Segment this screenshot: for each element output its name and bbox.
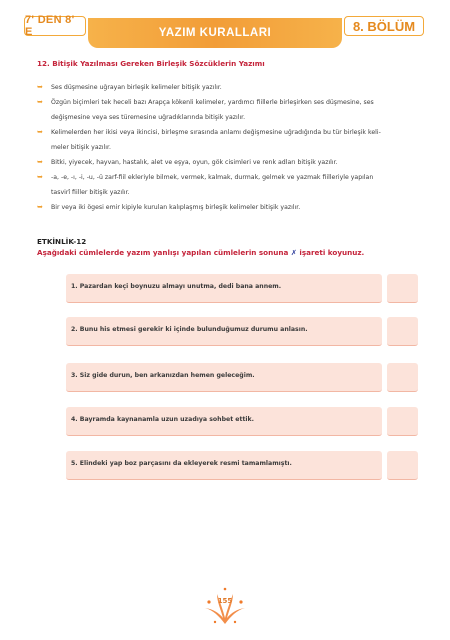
section-title: 12. Bitişik Yazılması Gereken Birleşik Sözcüklerin Yazımı: [37, 59, 265, 68]
rule-item: [37, 155, 417, 170]
sentence-box: [66, 274, 382, 303]
splash-decoration-icon: [195, 580, 255, 630]
arrow-bullet-icon: ➥: [37, 173, 43, 181]
chapter-badge: [344, 16, 424, 36]
grade-range-label: 7' DEN 8' E: [25, 14, 75, 38]
sentence-text: 2. Bunu his etmesi gerekir ki içinde bulunduğumuz durumu anlasın.: [71, 326, 308, 333]
sentence-text: 5. Elindeki yap boz parçasını da ekleyerek resmi tamamlamıştı.: [71, 460, 292, 467]
sentence-text: 3. Siz gide durun, ben arkanızdan hemen geleceğim.: [71, 372, 255, 379]
answer-box[interactable]: [387, 317, 418, 346]
exercise-row: [66, 407, 426, 436]
arrow-bullet-icon: ➥: [37, 203, 43, 211]
rule-text: Bitki, yiyecek, hayvan, hastalık, alet ve eşya, oyun, gök cisimleri ve renk adları bitişik yazılır.: [51, 159, 338, 166]
sentence-box: [66, 317, 382, 346]
exercise-row: [66, 274, 426, 303]
instruction-text: Aşağıdaki cümlelerde yazım yanlışı yapılan cümlelerin sonuna: [37, 248, 289, 257]
rule-list: [37, 80, 417, 215]
exercise-row: [66, 451, 426, 480]
cross-mark-icon: ✗: [290, 248, 297, 257]
grade-range-badge: [24, 16, 86, 36]
rule-text: Kelimelerden her ikisi veya ikincisi, birleşme sırasında anlamı değişmesine uğradığında bu tür birleşik keli-: [51, 129, 381, 136]
rule-item-continuation: [37, 140, 417, 155]
arrow-bullet-icon: ➥: [37, 158, 43, 166]
arrow-bullet-icon: ➥: [37, 128, 43, 136]
sentence-text: 4. Bayramda kaynanamla uzun uzadıya sohbet ettik.: [71, 416, 255, 423]
activity-title: ETKİNLİK-12: [37, 237, 87, 246]
sentence-box: [66, 363, 382, 392]
exercise-row: [66, 363, 426, 392]
page-header: [0, 12, 450, 42]
answer-box[interactable]: [387, 274, 418, 303]
answer-box[interactable]: [387, 451, 418, 480]
sentence-box: [66, 407, 382, 436]
rule-item: [37, 125, 417, 140]
sentence-text: 1. Pazardan keçi boynuzu almayı unutma, dedi bana annem.: [71, 283, 282, 290]
answer-box[interactable]: [387, 363, 418, 392]
answer-box[interactable]: [387, 407, 418, 436]
subject-banner: [88, 18, 342, 48]
rule-text: Ses düşmesine uğrayan birleşik kelimeler bitişik yazılır.: [51, 84, 222, 91]
instruction-text-end: işareti koyunuz.: [299, 248, 365, 257]
chapter-label: 8. BÖLÜM: [352, 18, 416, 34]
rule-item-continuation: [37, 185, 417, 200]
activity-instruction: [37, 248, 364, 257]
arrow-bullet-icon: ➥: [37, 98, 43, 106]
rule-item: [37, 95, 417, 110]
rule-text: meler bitişik yazılır.: [51, 144, 111, 151]
sentence-box: [66, 451, 382, 480]
rule-text: Bir veya iki ögesi emir kipiyle kurulan kalıplaşmış birleşik kelimeler bitişik yazılır.: [51, 204, 301, 211]
rule-item: [37, 200, 417, 215]
rule-text: tasvirî fiiller bitişik yazılır.: [51, 189, 130, 196]
subject-label: YAZIM KURALLARI: [158, 27, 272, 39]
rule-text: Özgün biçimleri tek heceli bazı Arapça kökenli kelimeler, yardımcı fiillerle birleşirken ses düşmesine, ses: [51, 99, 374, 106]
page-number: 155: [217, 597, 233, 605]
rule-item: [37, 80, 417, 95]
exercise-row: [66, 317, 426, 346]
arrow-bullet-icon: ➥: [37, 83, 43, 91]
rule-text: -a, -e, -ı, -i, -u, -ü zarf-fiil ekleriyle bilmek, vermek, kalmak, durmak, gelmek ve yazmak fiilleriyle yapılan: [51, 174, 374, 181]
rule-item: [37, 170, 417, 185]
rule-text: değişmesine veya ses türemesine uğradıklarında bitişik yazılır.: [51, 114, 246, 121]
rule-item-continuation: [37, 110, 417, 125]
